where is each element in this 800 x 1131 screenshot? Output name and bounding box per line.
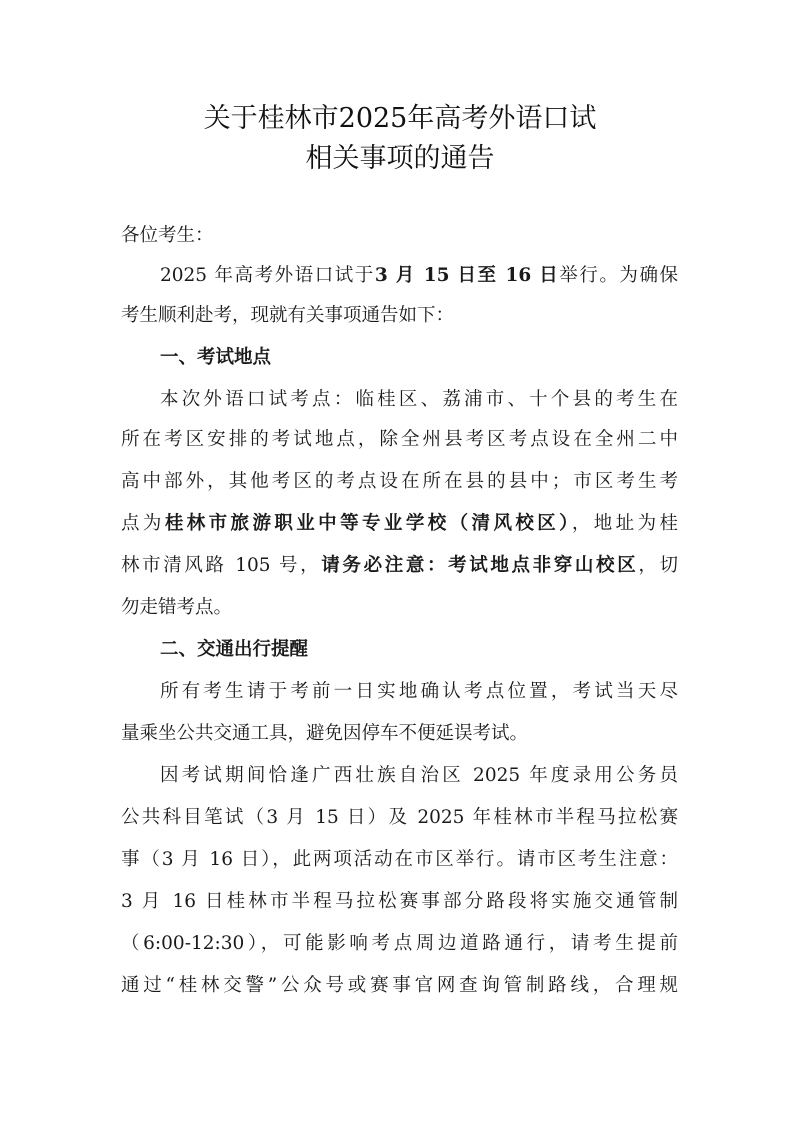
- exam-venue-name: 桂林市旅游职业中等专业学校（清风校区）: [164, 513, 572, 534]
- exam-dates: 3 月 15 日至 16 日: [374, 265, 560, 286]
- intro-text: 2025 年高考外语口试于: [160, 265, 375, 286]
- section-1-line-2: 所在考区安排的考试地点，除全州县考区考点设在全州二中: [121, 429, 678, 450]
- section-1-text: ，地址为桂: [571, 513, 678, 534]
- document-title-line-2: 相关事项的通告: [305, 143, 495, 174]
- section-1-heading: 一、考试地点: [160, 347, 272, 368]
- section-1-text: ，切: [638, 555, 678, 576]
- section-2-p2-line-5: （6:00-12:30），可能影响考点周边道路通行，请考生提前: [121, 933, 678, 954]
- intro-line-1: [160, 262, 678, 290]
- section-1-line-4: [121, 510, 678, 538]
- section-1-line-6: 勿走错考点。: [121, 597, 233, 618]
- section-1-line-3: 高中部外，其他考区的考点设在所在县的县中；市区考生考: [121, 471, 678, 492]
- section-2-p1-line-1: 所有考生请于考前一日实地确认考点位置，考试当天尽: [160, 681, 678, 702]
- section-2-p2-line-6: 通过“桂林交警”公众号或赛事官网查询管制路线，合理规: [121, 975, 678, 996]
- venue-warning: 请务必注意：考试地点非穿山校区: [321, 555, 639, 576]
- section-2-p2-line-2: 公共科目笔试（3 月 15 日）及 2025 年桂林市半程马拉松赛: [121, 807, 678, 828]
- document-title-line-1: 关于桂林市2025年高考外语口试: [203, 103, 597, 134]
- section-2-p1-line-2: 量乘坐公共交通工具，避免因停车不便延误考试。: [121, 723, 529, 744]
- section-1-line-5: [121, 552, 678, 580]
- intro-text: 举行。为确保: [559, 265, 678, 286]
- section-1-line-1: 本次外语口试考点：临桂区、荔浦市、十个县的考生在: [160, 389, 678, 410]
- section-2-p2-line-1: 因考试期间恰逢广西壮族自治区 2025 年度录用公务员: [160, 765, 678, 786]
- section-1-text: 点为: [121, 513, 165, 534]
- section-2-p2-line-4: 3 月 16 日桂林市半程马拉松赛事部分路段将实施交通管制: [121, 891, 678, 912]
- section-2-p2-line-3: 事（3 月 16 日），此两项活动在市区举行。请市区考生注意：: [121, 849, 678, 870]
- section-2-heading: 二、交通出行提醒: [160, 639, 309, 660]
- section-1-text: 林市清风路 105 号，: [121, 555, 322, 576]
- intro-line-2: 考生顺利赴考，现就有关事项通告如下：: [121, 305, 455, 326]
- salutation: 各位考生：: [121, 225, 214, 246]
